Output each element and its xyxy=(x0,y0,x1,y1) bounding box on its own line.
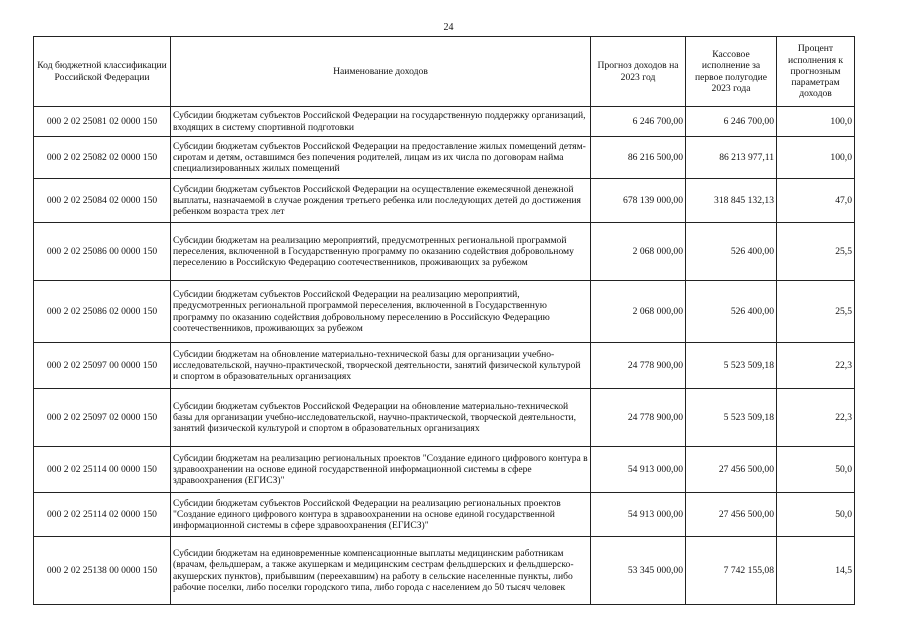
table-row xyxy=(34,281,855,343)
row-name: Субсидии бюджетам на реализацию мероприятий, предусмотренных региональной программой переселения, включенной в Государственную программу по оказанию содействия добровольному переселению в Российскую Федерацию соотечественников, проживающих за рубежом xyxy=(171,223,591,281)
row-percent: 50,0 xyxy=(777,493,855,537)
row-execution: 318 845 132,13 xyxy=(686,179,777,223)
row-code: 000 2 02 25086 00 0000 150 xyxy=(34,223,171,281)
row-percent: 47,0 xyxy=(777,179,855,223)
header-percent: Процент исполнения к прогнозным параметрам доходов xyxy=(777,37,855,107)
row-code: 000 2 02 25114 02 0000 150 xyxy=(34,493,171,537)
row-execution: 526 400,00 xyxy=(686,223,777,281)
row-forecast: 24 778 900,00 xyxy=(591,343,686,389)
row-forecast: 53 345 000,00 xyxy=(591,537,686,605)
row-percent: 14,5 xyxy=(777,537,855,605)
row-execution: 5 523 509,18 xyxy=(686,389,777,447)
revenue-table xyxy=(33,36,855,605)
row-forecast: 54 913 000,00 xyxy=(591,447,686,493)
row-execution: 6 246 700,00 xyxy=(686,107,777,137)
header-execution: Кассовое исполнение за первое полугодие 2023 года xyxy=(686,37,777,107)
row-code: 000 2 02 25097 00 0000 150 xyxy=(34,343,171,389)
row-forecast: 2 068 000,00 xyxy=(591,281,686,343)
table-row xyxy=(34,537,855,605)
row-name: Субсидии бюджетам субъектов Российской Федерации на обновление материально-технической базы для организации учебно-исследовательской, научно-практической, творческой деятельности, занятий физической культурой и спортом в образовательных организациях xyxy=(171,389,591,447)
row-code: 000 2 02 25097 02 0000 150 xyxy=(34,389,171,447)
row-name: Субсидии бюджетам субъектов Российской Федерации на осуществление ежемесячной денежной выплаты, назначаемой в случае рождения третьего ребенка или последующих детей до достижения ребенком возраста трех лет xyxy=(171,179,591,223)
row-name: Субсидии бюджетам субъектов Российской Федерации на предоставление жилых помещений детям-сиротам и детям, оставшимся без попечения родителей, лицам из их числа по договорам найма специализированных жилых помещений xyxy=(171,137,591,179)
row-forecast: 6 246 700,00 xyxy=(591,107,686,137)
table-row xyxy=(34,179,855,223)
row-percent: 100,0 xyxy=(777,137,855,179)
row-code: 000 2 02 25084 02 0000 150 xyxy=(34,179,171,223)
row-name: Субсидии бюджетам субъектов Российской Федерации на государственную поддержку организаций, входящих в систему спортивной подготовки xyxy=(171,107,591,137)
row-forecast: 678 139 000,00 xyxy=(591,179,686,223)
page-number: 24 xyxy=(443,22,454,33)
table-row xyxy=(34,343,855,389)
row-execution: 86 213 977,11 xyxy=(686,137,777,179)
row-forecast: 86 216 500,00 xyxy=(591,137,686,179)
row-execution: 5 523 509,18 xyxy=(686,343,777,389)
row-percent: 50,0 xyxy=(777,447,855,493)
row-name: Субсидии бюджетам на обновление материально-технической базы для организации учебно-исследовательской, научно-практической, творческой деятельности, занятий физической культурой и спортом в образовательных организациях xyxy=(171,343,591,389)
table-row xyxy=(34,223,855,281)
header-name: Наименование доходов xyxy=(171,37,591,107)
header-code: Код бюджетной классификации Российской Федерации xyxy=(34,37,171,107)
row-forecast: 2 068 000,00 xyxy=(591,223,686,281)
row-percent: 25,5 xyxy=(777,281,855,343)
row-percent: 22,3 xyxy=(777,389,855,447)
row-code: 000 2 02 25081 02 0000 150 xyxy=(34,107,171,137)
row-execution: 27 456 500,00 xyxy=(686,447,777,493)
row-execution: 526 400,00 xyxy=(686,281,777,343)
table-row xyxy=(34,447,855,493)
table-header-row xyxy=(34,37,855,107)
table-row xyxy=(34,493,855,537)
row-execution: 27 456 500,00 xyxy=(686,493,777,537)
table-row xyxy=(34,137,855,179)
row-percent: 25,5 xyxy=(777,223,855,281)
row-name: Субсидии бюджетам субъектов Российской Федерации на реализацию региональных проектов "Создание единого цифрового контура в здравоохранении на основе единой государственной информационной системы в сфере здравоохранения (ЕГИСЗ)" xyxy=(171,493,591,537)
header-forecast: Прогноз доходов на 2023 год xyxy=(591,37,686,107)
row-forecast: 24 778 900,00 xyxy=(591,389,686,447)
row-code: 000 2 02 25086 02 0000 150 xyxy=(34,281,171,343)
row-name: Субсидии бюджетам субъектов Российской Федерации на реализацию мероприятий, предусмотренных региональной программой переселения, включенной в Государственную программу по оказанию содействия добровольному переселению в Российскую Федерацию соотечественников, проживающих за рубежом xyxy=(171,281,591,343)
row-percent: 100,0 xyxy=(777,107,855,137)
row-percent: 22,3 xyxy=(777,343,855,389)
row-code: 000 2 02 25082 02 0000 150 xyxy=(34,137,171,179)
row-name: Субсидии бюджетам на реализацию региональных проектов "Создание единого цифрового контура в здравоохранении на основе единой государственной информационной системы в сфере здравоохранения (ЕГИСЗ)" xyxy=(171,447,591,493)
table-row xyxy=(34,107,855,137)
row-forecast: 54 913 000,00 xyxy=(591,493,686,537)
row-execution: 7 742 155,08 xyxy=(686,537,777,605)
row-code: 000 2 02 25114 00 0000 150 xyxy=(34,447,171,493)
table-row xyxy=(34,389,855,447)
row-name: Субсидии бюджетам на единовременные компенсационные выплаты медицинским работникам (врачам, фельдшерам, а также акушеркам и медицинским сестрам фельдшерских и фельдшерско-акушерских пунктов), прибывшим (переехавшим) на работу в сельские населенные пункты, либо рабочие поселки, либо поселки городского типа, либо города с населением до 50 тысяч человек xyxy=(171,537,591,605)
row-code: 000 2 02 25138 00 0000 150 xyxy=(34,537,171,605)
